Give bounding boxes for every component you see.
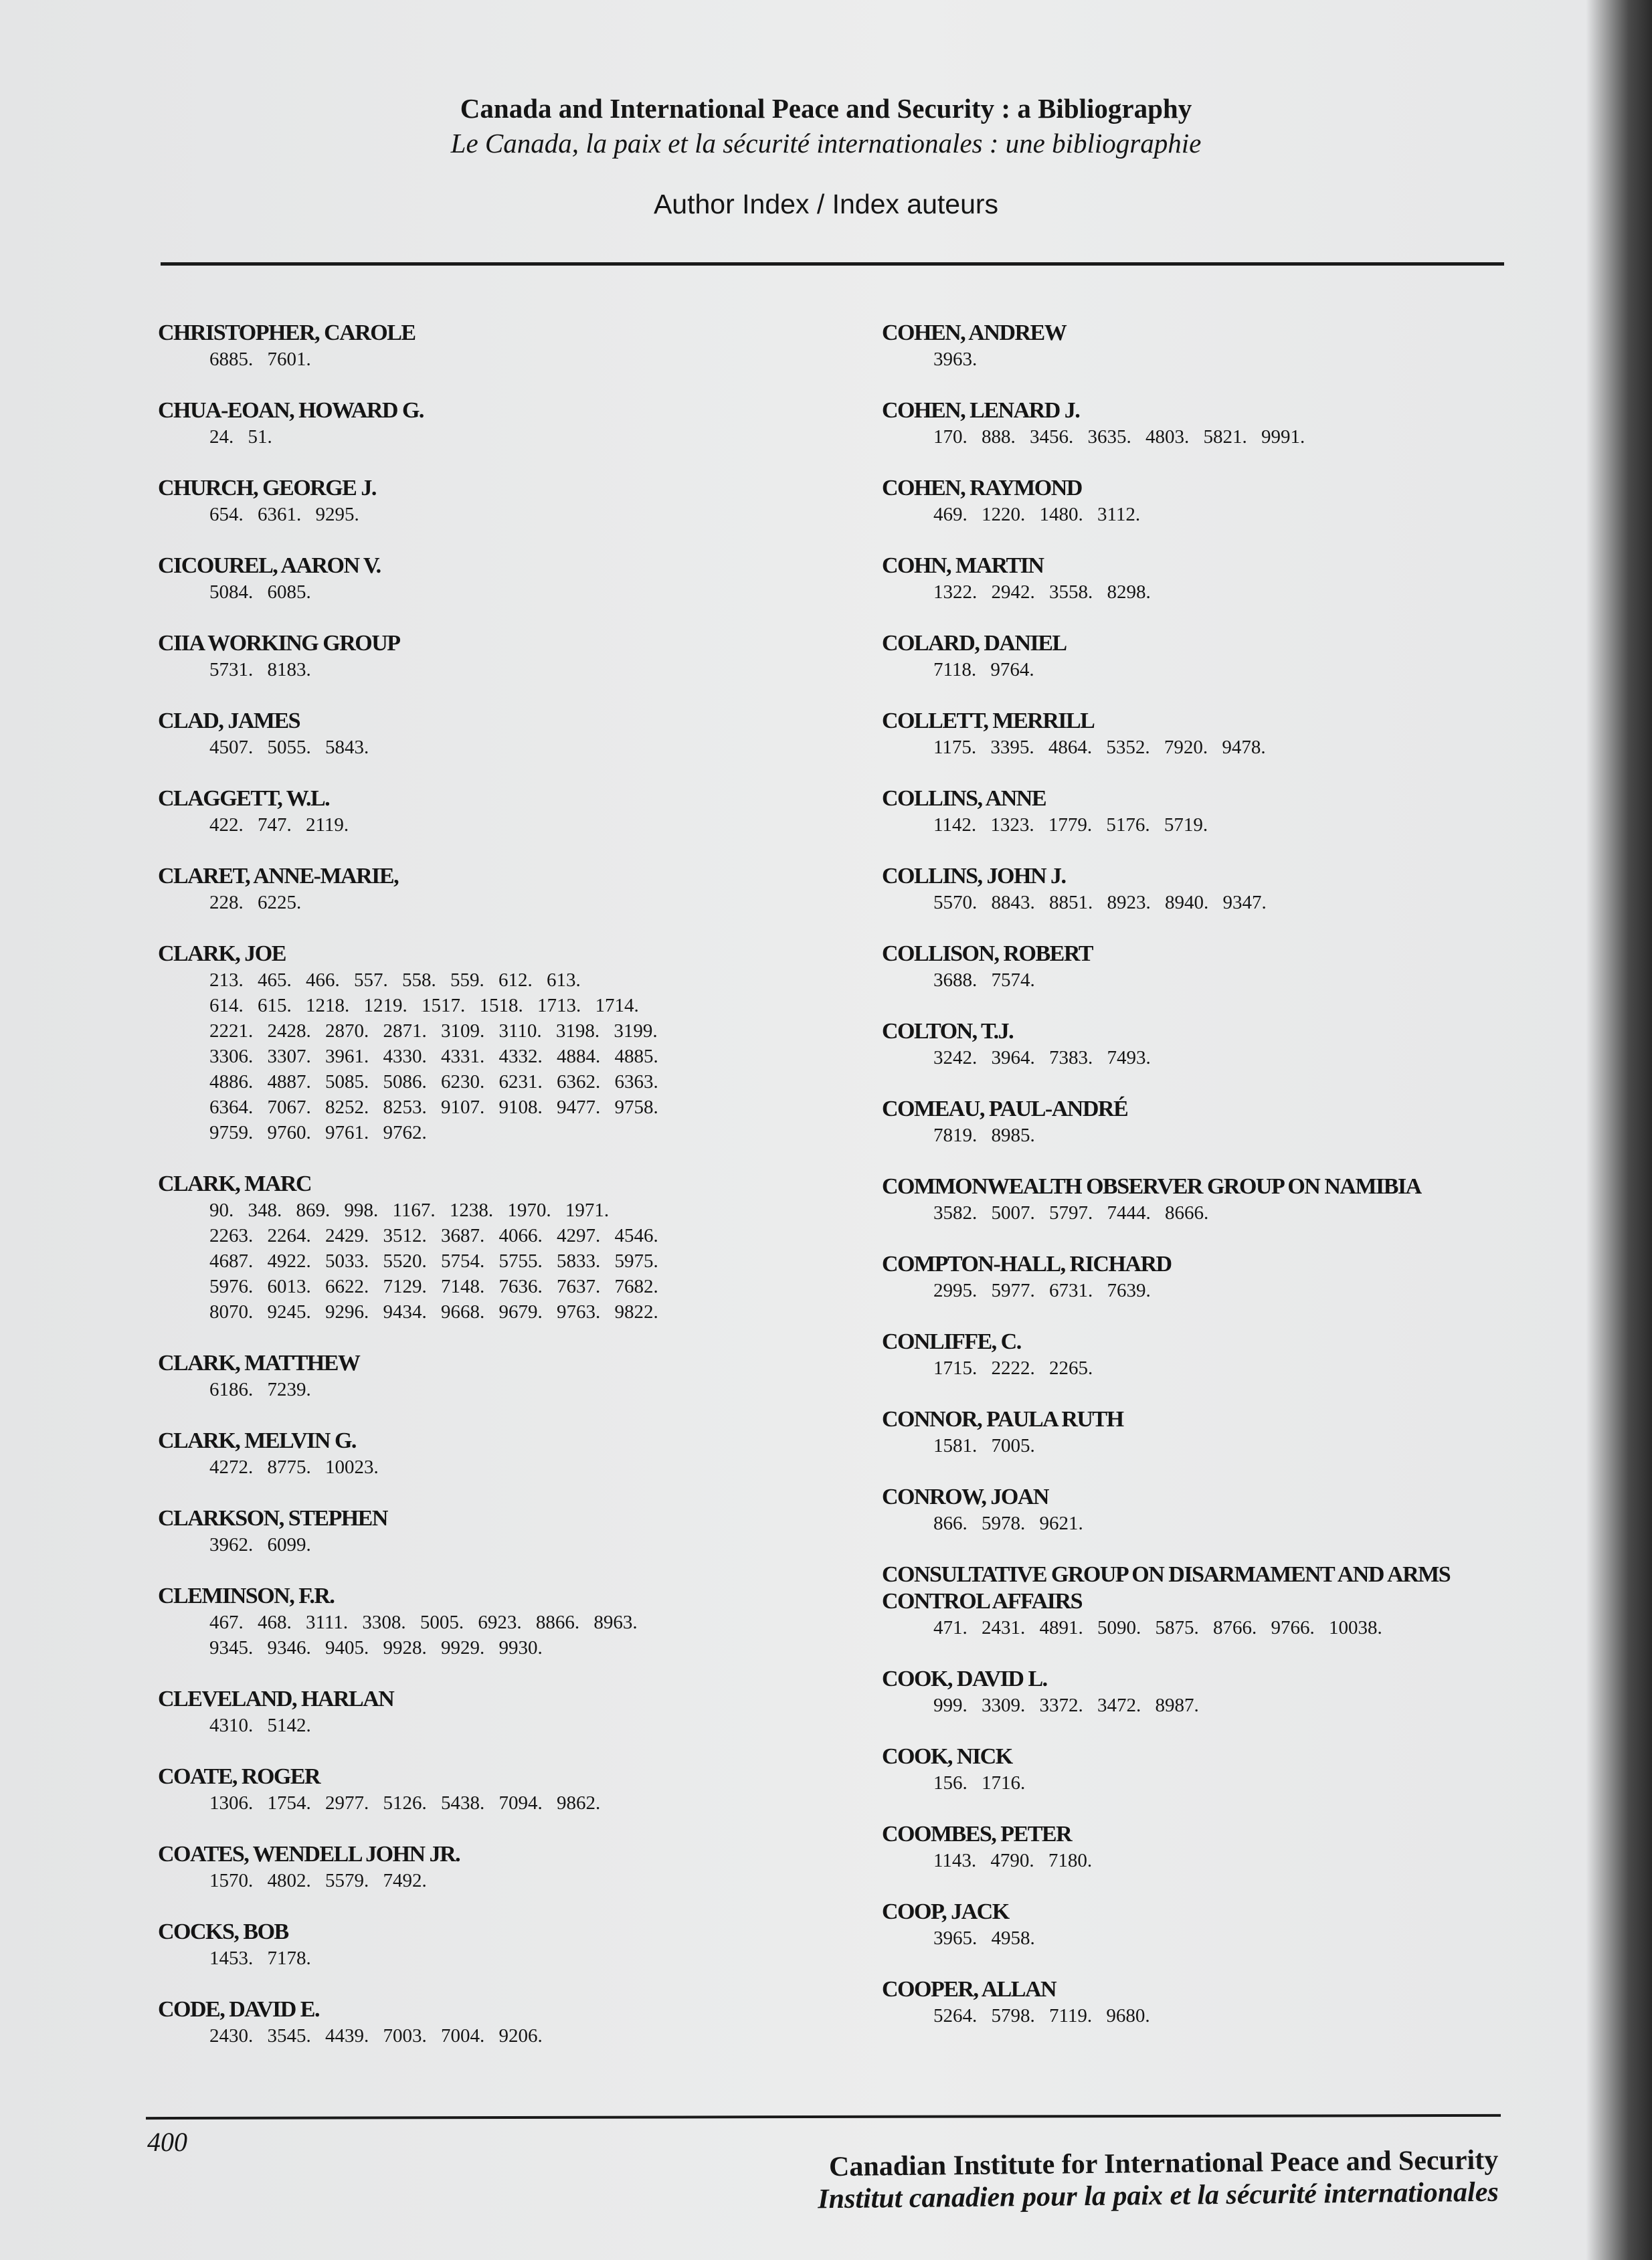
entry-reference-numbers: 213. 465. 466. 557. 558. 559. 612. 613. xyxy=(209,969,581,991)
document-title: Canada and International Peace and Security : a Bibliography xyxy=(460,93,1192,124)
entry-reference-numbers: 5731. 8183. xyxy=(209,659,311,680)
author-entry xyxy=(882,397,1497,450)
entry-reference-numbers: 7819. 8985. xyxy=(933,1125,1035,1146)
author-entry xyxy=(158,1686,827,1738)
author-name: COOK, NICK xyxy=(882,1744,1012,1769)
publisher-name-french: Institut canadien pour la paix et la sécurité internationales xyxy=(817,2176,1499,2215)
entry-reference-numbers: 422. 747. 2119. xyxy=(209,814,349,836)
author-entry xyxy=(158,708,827,760)
author-entry xyxy=(882,1173,1497,1226)
entry-reference-numbers: 1322. 2942. 3558. 8298. xyxy=(933,581,1151,603)
author-name: CLEMINSON, F.R. xyxy=(158,1584,335,1608)
author-name: CONNOR, PAULA RUTH xyxy=(882,1407,1123,1432)
author-name: COHEN, RAYMOND xyxy=(882,476,1082,500)
author-entry xyxy=(882,1484,1497,1536)
author-name: CONROW, JOAN xyxy=(882,1485,1048,1509)
author-name: CODE, DAVID E. xyxy=(158,1997,319,2022)
author-name: CLARK, MARC xyxy=(158,1171,312,1196)
author-name: COHN, MARTIN xyxy=(882,553,1044,578)
publisher-footer xyxy=(817,2144,1498,2216)
author-entry xyxy=(882,475,1497,527)
entry-reference-numbers: 4687. 4922. 5033. 5520. 5754. 5755. 5833. 5975. xyxy=(209,1250,658,1272)
entry-reference-numbers: 5570. 8843. 8851. 8923. 8940. 9347. xyxy=(933,892,1267,913)
entry-reference-numbers: 1142. 1323. 1779. 5176. 5719. xyxy=(933,814,1208,836)
author-entry xyxy=(158,1171,827,1325)
author-entry xyxy=(882,1018,1497,1070)
author-entry xyxy=(158,397,827,450)
author-name: COMEAU, PAUL-ANDRÉ xyxy=(882,1097,1128,1121)
entry-reference-numbers: 170. 888. 3456. 3635. 4803. 5821. 9991. xyxy=(933,426,1305,448)
author-entry xyxy=(882,553,1497,605)
header-divider xyxy=(161,262,1504,266)
page-number: 400 xyxy=(147,2127,187,2157)
footer-divider xyxy=(146,2114,1501,2120)
author-entry xyxy=(882,1666,1497,1718)
author-column-right xyxy=(882,320,1497,2054)
author-entry xyxy=(158,630,827,682)
index-heading: Author Index / Index auteurs xyxy=(653,189,999,219)
entry-reference-numbers: 3962. 6099. xyxy=(209,1534,311,1556)
author-name: CLEVELAND, HARLAN xyxy=(158,1687,394,1711)
entry-reference-numbers: 1175. 3395. 4864. 5352. 7920. 9478. xyxy=(933,737,1266,758)
author-entry xyxy=(158,1996,827,2049)
author-name: COLLETT, MERRILL xyxy=(882,709,1095,733)
author-name: CHRISTOPHER, CAROLE xyxy=(158,320,416,345)
entry-reference-numbers: 1715. 2222. 2265. xyxy=(933,1357,1093,1379)
entry-reference-numbers: 7118. 9764. xyxy=(933,659,1034,680)
entry-reference-numbers: 5084. 6085. xyxy=(209,581,311,603)
author-entry xyxy=(882,1251,1497,1303)
entry-reference-numbers: 2995. 5977. 6731. 7639. xyxy=(933,1280,1151,1301)
entry-reference-numbers: 1453. 7178. xyxy=(209,1948,311,1969)
entry-reference-numbers: 2221. 2428. 2870. 2871. 3109. 3110. 3198. 3199. xyxy=(209,1020,658,1042)
author-name: CLAD, JAMES xyxy=(158,709,300,733)
entry-reference-numbers: 999. 3309. 3372. 3472. 8987. xyxy=(933,1695,1199,1716)
author-entry xyxy=(882,1744,1497,1796)
entry-reference-numbers: 2263. 2264. 2429. 3512. 3687. 4066. 4297. 4546. xyxy=(209,1225,658,1246)
page-header xyxy=(0,92,1652,220)
entry-reference-numbers: 1306. 1754. 2977. 5126. 5438. 7094. 9862. xyxy=(209,1792,601,1814)
entry-reference-numbers: 4886. 4887. 5085. 5086. 6230. 6231. 6362. 6363. xyxy=(209,1071,658,1093)
author-name: CLAGGETT, W.L. xyxy=(158,786,330,811)
entry-reference-numbers: 6186. 7239. xyxy=(209,1379,311,1400)
author-entry xyxy=(158,475,827,527)
author-entry xyxy=(882,320,1497,372)
entry-reference-numbers: 9345. 9346. 9405. 9928. 9929. 9930. xyxy=(209,1637,543,1659)
author-entry xyxy=(158,320,827,372)
author-entry xyxy=(158,553,827,605)
author-entry xyxy=(882,941,1497,993)
author-entry xyxy=(882,1406,1497,1458)
author-name: COLLINS, JOHN J. xyxy=(882,864,1066,888)
author-name: COATE, ROGER xyxy=(158,1764,320,1789)
author-entry xyxy=(882,1562,1497,1640)
author-entry xyxy=(158,1841,827,1893)
author-entry xyxy=(158,1764,827,1816)
entry-reference-numbers: 3965. 4958. xyxy=(933,1927,1035,1949)
author-name: CONSULTATIVE GROUP ON DISARMAMENT AND ARMS CONTROL AFFAIRS xyxy=(882,1562,1451,1614)
author-entry xyxy=(882,785,1497,838)
author-name: COATES, WENDELL JOHN JR. xyxy=(158,1842,460,1867)
author-entry xyxy=(158,1350,827,1402)
author-entry xyxy=(158,863,827,915)
author-entry xyxy=(158,1505,827,1558)
author-name: CLARKSON, STEPHEN xyxy=(158,1506,387,1531)
entry-reference-numbers: 3306. 3307. 3961. 4330. 4331. 4332. 4884. 4885. xyxy=(209,1046,658,1067)
entry-reference-numbers: 3688. 7574. xyxy=(933,969,1035,991)
entry-reference-numbers: 228. 6225. xyxy=(209,892,302,913)
entry-reference-numbers: 467. 468. 3111. 3308. 5005. 6923. 8866. 8963. xyxy=(209,1612,638,1633)
entry-reference-numbers: 1570. 4802. 5579. 7492. xyxy=(209,1870,427,1891)
author-name: CONLIFFE, C. xyxy=(882,1329,1021,1354)
author-entry xyxy=(882,1329,1497,1381)
entry-reference-numbers: 3242. 3964. 7383. 7493. xyxy=(933,1047,1151,1068)
entry-reference-numbers: 8070. 9245. 9296. 9434. 9668. 9679. 9763. 9822. xyxy=(209,1301,658,1323)
entry-reference-numbers: 4310. 5142. xyxy=(209,1715,311,1736)
author-entry xyxy=(158,1428,827,1480)
entry-reference-numbers: 9759. 9760. 9761. 9762. xyxy=(209,1122,427,1143)
entry-reference-numbers: 6364. 7067. 8252. 8253. 9107. 9108. 9477. 9758. xyxy=(209,1097,658,1118)
author-name: CLARK, JOE xyxy=(158,941,286,966)
author-name: CLARET, ANNE-MARIE, xyxy=(158,864,399,888)
entry-reference-numbers: 3963. xyxy=(933,349,978,370)
entry-reference-numbers: 5264. 5798. 7119. 9680. xyxy=(933,2005,1150,2027)
entry-reference-numbers: 5976. 6013. 6622. 7129. 7148. 7636. 7637. 7682. xyxy=(209,1276,658,1297)
author-name: COOK, DAVID L. xyxy=(882,1667,1047,1691)
author-entry xyxy=(882,630,1497,682)
author-name: COOMBES, PETER xyxy=(882,1822,1072,1847)
author-name: CLARK, MATTHEW xyxy=(158,1351,360,1376)
author-name: CHUA-EOAN, HOWARD G. xyxy=(158,398,424,423)
author-entry xyxy=(882,1096,1497,1148)
entry-reference-numbers: 866. 5978. 9621. xyxy=(933,1513,1083,1534)
author-entry xyxy=(882,1821,1497,1873)
entry-reference-numbers: 469. 1220. 1480. 3112. xyxy=(933,504,1141,525)
author-entry xyxy=(882,1899,1497,1951)
entry-reference-numbers: 3582. 5007. 5797. 7444. 8666. xyxy=(933,1202,1209,1224)
entry-reference-numbers: 2430. 3545. 4439. 7003. 7004. 9206. xyxy=(209,2025,543,2047)
author-entry xyxy=(882,863,1497,915)
author-name: COLLISON, ROBERT xyxy=(882,941,1093,966)
author-name: COOP, JACK xyxy=(882,1899,1009,1924)
author-name: COLTON, T.J. xyxy=(882,1019,1014,1044)
author-entry xyxy=(158,941,827,1145)
author-entry xyxy=(158,1583,827,1661)
entry-reference-numbers: 654. 6361. 9295. xyxy=(209,504,359,525)
entry-reference-numbers: 1143. 4790. 7180. xyxy=(933,1850,1093,1871)
document-subtitle: Le Canada, la paix et la sécurité internationales : une bibliographie xyxy=(450,128,1202,159)
author-name: CLARK, MELVIN G. xyxy=(158,1428,356,1453)
entry-reference-numbers: 614. 615. 1218. 1219. 1517. 1518. 1713. 1714. xyxy=(209,995,639,1016)
entry-reference-numbers: 90. 348. 869. 998. 1167. 1238. 1970. 1971. xyxy=(209,1200,610,1221)
author-entry xyxy=(882,708,1497,760)
author-entry xyxy=(158,1919,827,1971)
author-name: COMPTON-HALL, RICHARD xyxy=(882,1252,1172,1277)
author-entry xyxy=(158,785,827,838)
author-name: COLARD, DANIEL xyxy=(882,631,1067,656)
author-column-left xyxy=(158,320,827,2074)
author-name: COCKS, BOB xyxy=(158,1919,288,1944)
author-entry xyxy=(882,1976,1497,2029)
entry-reference-numbers: 24. 51. xyxy=(209,426,272,448)
author-name: COMMONWEALTH OBSERVER GROUP ON NAMIBIA xyxy=(882,1174,1421,1199)
author-name: CICOUREL, AARON V. xyxy=(158,553,381,578)
publisher-name-english: Canadian Institute for International Peace and Security xyxy=(828,2144,1498,2183)
entry-reference-numbers: 6885. 7601. xyxy=(209,349,311,370)
entry-reference-numbers: 4507. 5055. 5843. xyxy=(209,737,369,758)
author-name: COHEN, LENARD J. xyxy=(882,398,1080,423)
entry-reference-numbers: 156. 1716. xyxy=(933,1772,1026,1794)
entry-reference-numbers: 1581. 7005. xyxy=(933,1435,1035,1456)
author-name: COLLINS, ANNE xyxy=(882,786,1046,811)
author-name: COOPER, ALLAN xyxy=(882,1977,1057,2002)
author-name: CHURCH, GEORGE J. xyxy=(158,476,376,500)
author-name: COHEN, ANDREW xyxy=(882,320,1067,345)
entry-reference-numbers: 471. 2431. 4891. 5090. 5875. 8766. 9766. 10038. xyxy=(933,1617,1382,1638)
author-name: CIIA WORKING GROUP xyxy=(158,631,400,656)
entry-reference-numbers: 4272. 8775. 10023. xyxy=(209,1456,379,1478)
